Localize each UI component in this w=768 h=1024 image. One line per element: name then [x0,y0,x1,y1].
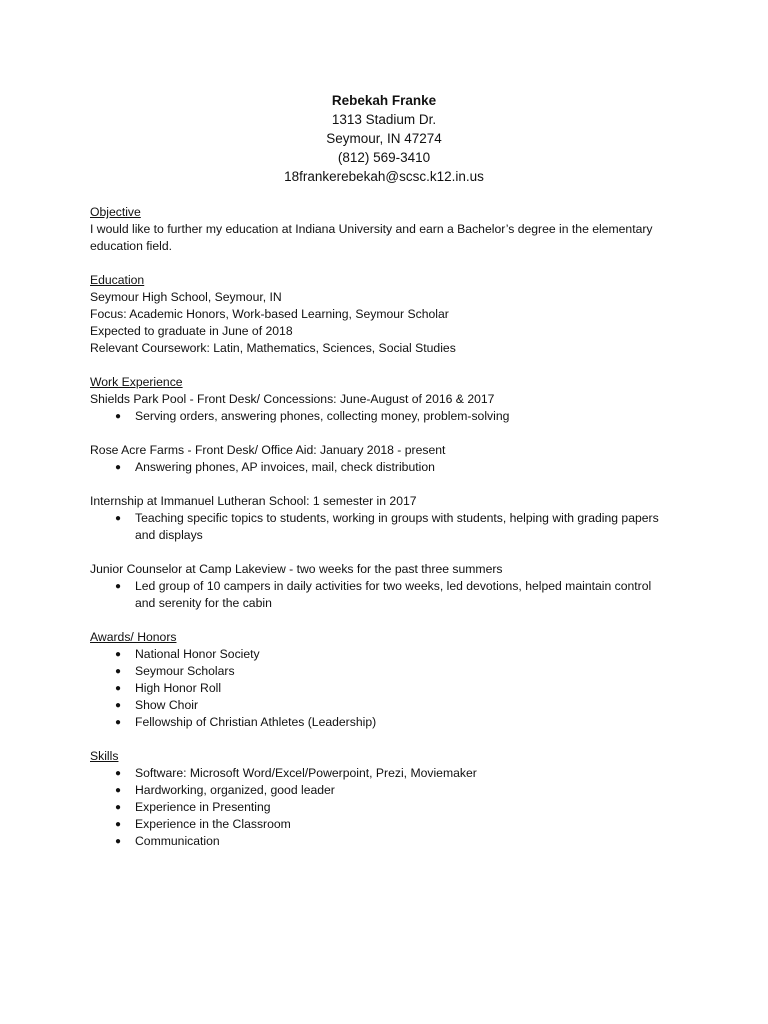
awards-section [90,629,680,731]
spacer [90,476,680,493]
job-bullet-text: Answering phones, AP invoices, mail, check distribution [135,460,435,474]
education-line: Focus: Academic Honors, Work-based Learning, Seymour Scholar [90,307,449,321]
award-item [90,714,680,731]
applicant-name: Rebekah Franke [331,93,437,108]
spacer [90,544,680,561]
awards-list [90,646,680,731]
job-bullet-item [90,459,680,476]
job-bullet-text: Serving orders, answering phones, collecting money, problem-solving [135,409,510,423]
skill-item [90,833,680,850]
job-bullet-list [90,459,680,476]
award-item [90,680,680,697]
bullet-icon: ● [115,683,122,694]
skill-text: Communication [135,834,220,848]
job-bullet-text: and serenity for the cabin [135,596,272,610]
job-bullet-list [90,510,680,544]
skill-item [90,816,680,833]
work-experience-heading: Work Experience [90,375,183,389]
job-bullet-item [90,408,680,425]
job-bullet-text: and displays [135,528,203,542]
work-experience-section [90,374,680,612]
awards-heading: Awards/ Honors [90,630,177,644]
award-text: High Honor Roll [135,681,222,695]
bullet-icon: ● [115,513,122,524]
objective-text-line-2: education field. [90,239,172,253]
objective-text-line-1: I would like to further my education at Indiana University and earn a Bachelor’s degree in the elementary [90,222,653,236]
bullet-icon: ● [115,785,122,796]
skill-item [90,782,680,799]
job-bullet-item [90,510,680,544]
phone-number: (812) 569-3410 [337,150,431,165]
bullet-icon: ● [115,836,122,847]
award-text: Show Choir [135,698,198,712]
job-bullet-item [90,578,680,612]
education-line: Expected to graduate in June of 2018 [90,324,293,338]
city-state-zip: Seymour, IN 47274 [326,131,442,146]
education-section [90,272,680,357]
spacer [90,425,680,442]
skill-text: Experience in the Classroom [135,817,291,831]
resume-header [0,91,768,186]
skill-text: Software: Microsoft Word/Excel/Powerpoint, Prezi, Moviemaker [135,766,477,780]
education-heading: Education [90,273,145,287]
job-heading: Junior Counselor at Camp Lakeview - two weeks for the past three summers [90,562,503,576]
bullet-icon: ● [115,802,122,813]
spacer [90,612,680,629]
education-line: Seymour High School, Seymour, IN [90,290,282,304]
bullet-icon: ● [115,666,122,677]
skill-item [90,765,680,782]
job-heading: Internship at Immanuel Lutheran School: 1 semester in 2017 [90,494,417,508]
bullet-icon: ● [115,700,122,711]
skills-heading: Skills [90,749,119,763]
objective-section [90,204,680,255]
resume-body [90,204,680,850]
skill-text: Hardworking, organized, good leader [135,783,335,797]
skills-section [90,748,680,850]
job-bullet-list [90,578,680,612]
bullet-icon: ● [115,717,122,728]
spacer [90,357,680,374]
award-text: Seymour Scholars [135,664,235,678]
email-address: 18frankerebekah@scsc.k12.in.us [284,169,484,184]
skills-list [90,765,680,850]
bullet-icon: ● [115,649,122,660]
bullet-icon: ● [115,581,122,592]
award-item [90,646,680,663]
bullet-icon: ● [115,768,122,779]
award-item [90,663,680,680]
job-bullet-list [90,408,680,425]
spacer [90,255,680,272]
job-heading: Shields Park Pool - Front Desk/ Concessions: June-August of 2016 & 2017 [90,392,495,406]
award-item [90,697,680,714]
street-address: 1313 Stadium Dr. [331,112,437,127]
skill-text: Experience in Presenting [135,800,271,814]
job-heading: Rose Acre Farms - Front Desk/ Office Aid: January 2018 - present [90,443,446,457]
objective-heading: Objective [90,205,141,219]
skill-item [90,799,680,816]
award-text: Fellowship of Christian Athletes (Leadership) [135,715,377,729]
job-bullet-text: Led group of 10 campers in daily activities for two weeks, led devotions, helped maintain control [135,579,652,593]
bullet-icon: ● [115,819,122,830]
job-bullet-text: Teaching specific topics to students, working in groups with students, helping with grading papers [135,511,659,525]
education-line: Relevant Coursework: Latin, Mathematics, Sciences, Social Studies [90,341,456,355]
bullet-icon: ● [115,411,122,422]
bullet-icon: ● [115,462,122,473]
award-text: National Honor Society [135,647,260,661]
spacer [90,731,680,748]
